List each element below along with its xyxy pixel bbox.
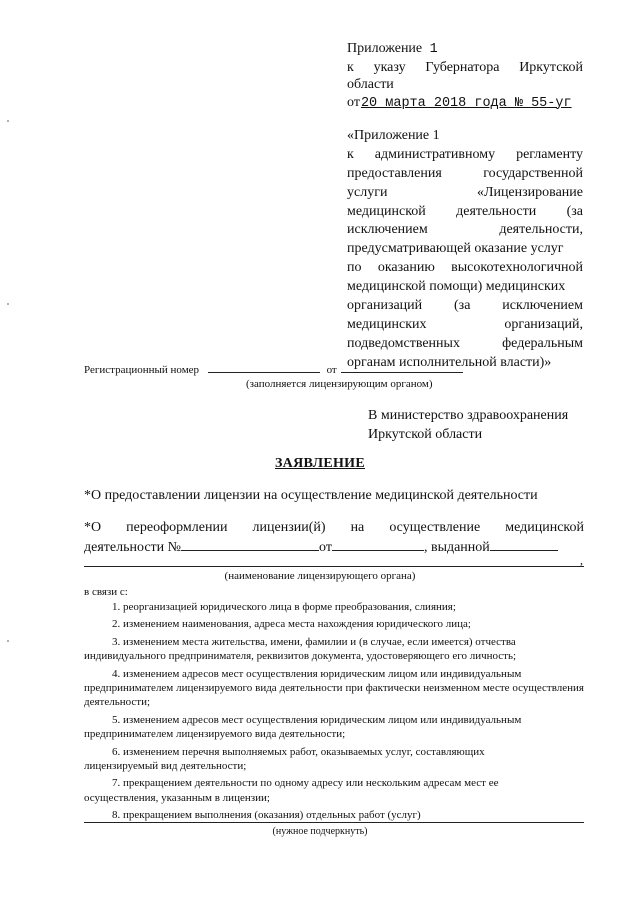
annex-header-line1 <box>347 40 583 59</box>
licensing-organ-field[interactable] <box>84 566 584 567</box>
annex-header-line3: области <box>347 77 394 92</box>
licensing-organ-note: (наименование лицензирующего органа) <box>224 570 416 582</box>
annex-label: Приложение <box>347 41 423 56</box>
annex-quote-line: «Приложение 1 <box>347 128 440 143</box>
registration-note: (заполняется лицензирующим органом) <box>246 378 433 390</box>
scan-speck <box>7 303 9 305</box>
list-item: 5. изменением адресов мест осуществления юридическим лицом или индивидуальным предпринимателем лицензируемого вида деятельности; <box>84 713 522 741</box>
annex-quote-line: к административному регламенту <box>347 146 584 162</box>
annex-quote-line: предусматривающей оказание услуг <box>347 241 564 257</box>
license-number-field[interactable] <box>181 538 319 551</box>
scan-speck <box>7 120 9 122</box>
annex-quote-line: исключением деятельности, <box>347 222 583 238</box>
registration-line <box>84 362 484 377</box>
list-item: 1. реорганизацией юридического лица в форме преобразования, слияния; <box>112 601 456 613</box>
annex-quote-line: подведомственных федеральным <box>347 335 583 351</box>
option-reissue-line1: *О переоформлении лицензии(й) на осуществление медицинской <box>84 520 585 535</box>
scan-speck <box>7 640 9 642</box>
list-item: 2. изменением наименования, адреса места нахождения юридического лица; <box>112 618 471 631</box>
option-reissue-license <box>84 519 584 557</box>
list-item: 3. изменением места жительства, имени, фамилии и (в случае, если имеется) отчества индивидуального предпринимателя, реквизитов документа, удостоверяющего его личность; <box>84 635 517 663</box>
addressee-line2: Иркутской области <box>368 427 483 442</box>
annex-quote <box>347 127 583 373</box>
page-title: ЗАЯВЛЕНИЕ <box>274 456 365 471</box>
registration-date-field[interactable] <box>341 362 463 373</box>
list-item: 7. прекращением деятельности по одному адресу или нескольким адресам мест ее осуществления, указанным в лицензии; <box>84 777 499 804</box>
addressee <box>368 406 618 444</box>
separator-line <box>84 822 584 823</box>
annex-quote-line: по оказанию высокотехнологичной <box>347 260 583 276</box>
option-issue-license: *О предоставлении лицензии на осуществление медицинской деятельности <box>84 488 538 503</box>
list-item: 6. изменением перечня выполняемых работ, оказываемых услуг, составляющих лицензируемый вид деятельности; <box>84 745 485 773</box>
option-reissue-line2: деятельности № от , выданной <box>84 538 584 558</box>
annex-quote-line: услуги «Лицензирование <box>347 184 583 200</box>
annex-date: 20 марта 2018 года № 55-уг <box>360 95 572 111</box>
annex-number: 1 <box>429 42 438 57</box>
annex-header <box>347 40 583 112</box>
annex-quote-line: предоставления государственной <box>347 165 583 181</box>
annex-quote-line: медицинских организаций, <box>347 316 583 332</box>
registration-number-field[interactable] <box>208 362 320 373</box>
issued-by-field[interactable] <box>490 538 558 551</box>
trailing-comma: , <box>580 553 583 567</box>
annex-header-line2: к указу Губернатора Иркутской <box>347 59 583 75</box>
annex-quote-line: организаций (за исключением <box>347 298 583 314</box>
license-date-field[interactable] <box>332 538 424 551</box>
annex-header-line4: от20 марта 2018 года № 55-уг <box>347 94 572 111</box>
addressee-line1: В министерство здравоохранения <box>368 408 569 423</box>
list-item: 8. прекращением выполнения (оказания) отдельных работ (услуг) <box>112 809 421 822</box>
reasons-list <box>84 585 584 823</box>
underline-note: (нужное подчеркнуть) <box>272 826 368 837</box>
registration-from-label: от <box>326 364 337 376</box>
annex-quote-line: медицинской помощи) медицинских <box>347 279 566 295</box>
registration-label: Регистрационный номер <box>84 364 200 376</box>
list-item: 4. изменением адресов мест осуществления юридическим лицом или индивидуальным предпринимателем лицензируемого вида деятельности при фактически неизменном месте осуществления деятельности; <box>84 667 584 709</box>
reasons-intro: в связи с: <box>84 586 128 598</box>
annex-quote-line: медицинской деятельности (за <box>347 203 583 219</box>
annex-quote-line: органам исполнительной власти)» <box>347 354 552 370</box>
